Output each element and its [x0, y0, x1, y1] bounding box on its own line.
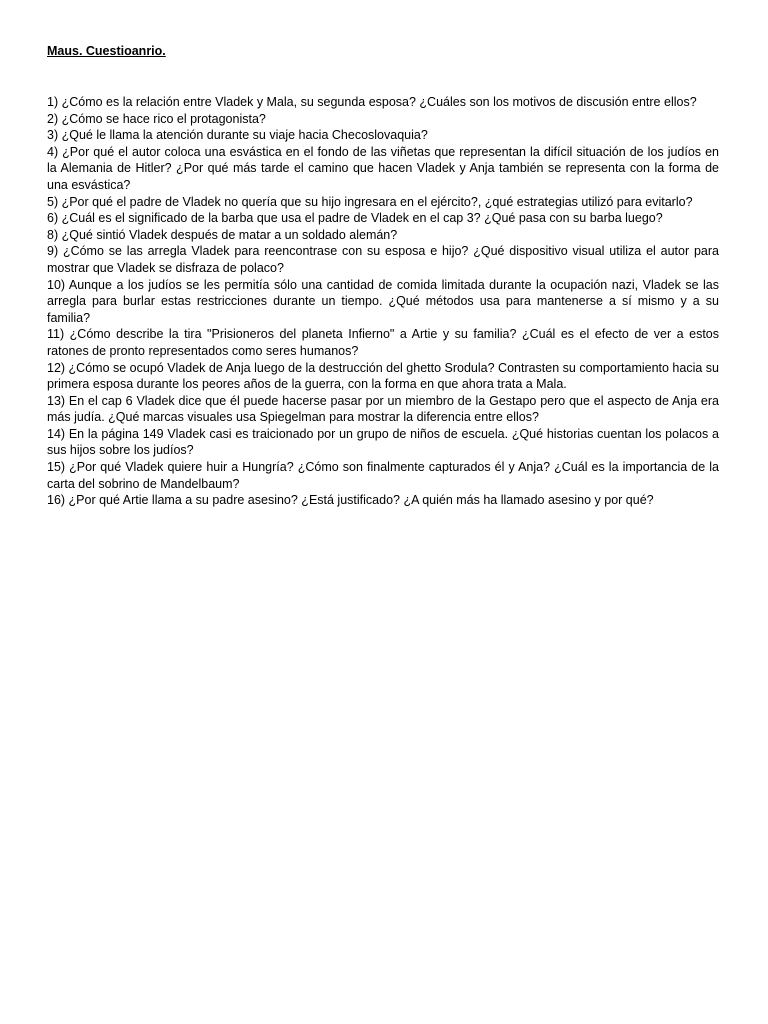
- document-title: Maus. Cuestioanrio.: [47, 44, 166, 58]
- question-3: 3) ¿Qué le llama la atención durante su viaje hacia Checoslovaquia?: [47, 128, 428, 143]
- question-12: 12) ¿Cómo se ocupó Vladek de Anja luego de la destrucción del ghetto Srodula? Contrasten su comportamiento hacia su primera esposa durante los peores años de la guerra, con la forma en que ahora trata a Mala.: [47, 360, 719, 392]
- question-6: 6) ¿Cuál es el significado de la barba que usa el padre de Vladek en el cap 3? ¿Qué pasa con su barba luego?: [47, 211, 663, 226]
- question-5: 5) ¿Por qué el padre de Vladek no quería que su hijo ingresara en el ejército?, ¿qué estrategias utilizó para evitarlo?: [47, 194, 693, 209]
- question-2: 2) ¿Cómo se hace rico el protagonista?: [47, 111, 266, 126]
- question-15: 15) ¿Por qué Vladek quiere huir a Hungría? ¿Cómo son finalmente capturados él y Anja? ¿Cuál es la importancia de la carta del sobrino de Mandelbaum?: [47, 460, 719, 491]
- question-list: [47, 94, 719, 509]
- question-1: 1) ¿Cómo es la relación entre Vladek y Mala, su segunda esposa? ¿Cuáles son los motivos de discusión entre ellos?: [47, 95, 697, 109]
- question-10: 10) Aunque a los judíos se les permitía sólo una cantidad de comida limitada durante la ocupación nazi, Vladek se las arregla para burlar estas restricciones durante un tiempo. ¿Qué métodos usa para mantenerse a sí mismo y a su familia?: [47, 277, 719, 325]
- question-13: 13) En el cap 6 Vladek dice que él puede hacerse pasar por un miembro de la Gestapo pero que el aspecto de Anja era más judía. ¿Qué marcas visuales usa Spiegelman para mostrar la diferencia entre ellos?: [47, 393, 719, 425]
- question-8: 8) ¿Qué sintió Vladek después de matar a un soldado alemán?: [47, 227, 398, 242]
- question-16: 16) ¿Por qué Artie llama a su padre asesino? ¿Está justificado? ¿A quién más ha llamado asesino y por qué?: [47, 493, 654, 508]
- question-9: 9) ¿Cómo se las arregla Vladek para reencontrase con su esposa e hijo? ¿Qué dispositivo visual utiliza el autor para mostrar que Vladek se disfraza de polaco?: [47, 244, 719, 275]
- question-4: 4) ¿Por qué el autor coloca una esvástica en el fondo de las viñetas que representan la difícil situación de los judíos en la Alemania de Hitler? ¿Por qué más tarde el camino que hacen Vladek y Anja también se representa con la forma de una esvástica?: [47, 144, 719, 192]
- question-11: 11) ¿Cómo describe la tira "Prisioneros del planeta Infierno" a Artie y su familia? ¿Cuál es el efecto de ver a estos ratones de pronto representados como seres humanos?: [47, 327, 719, 358]
- question-14: 14) En la página 149 Vladek casi es traicionado por un grupo de niños de escuela. ¿Qué historias cuentan los polacos a sus hijos sobre los judíos?: [47, 426, 719, 458]
